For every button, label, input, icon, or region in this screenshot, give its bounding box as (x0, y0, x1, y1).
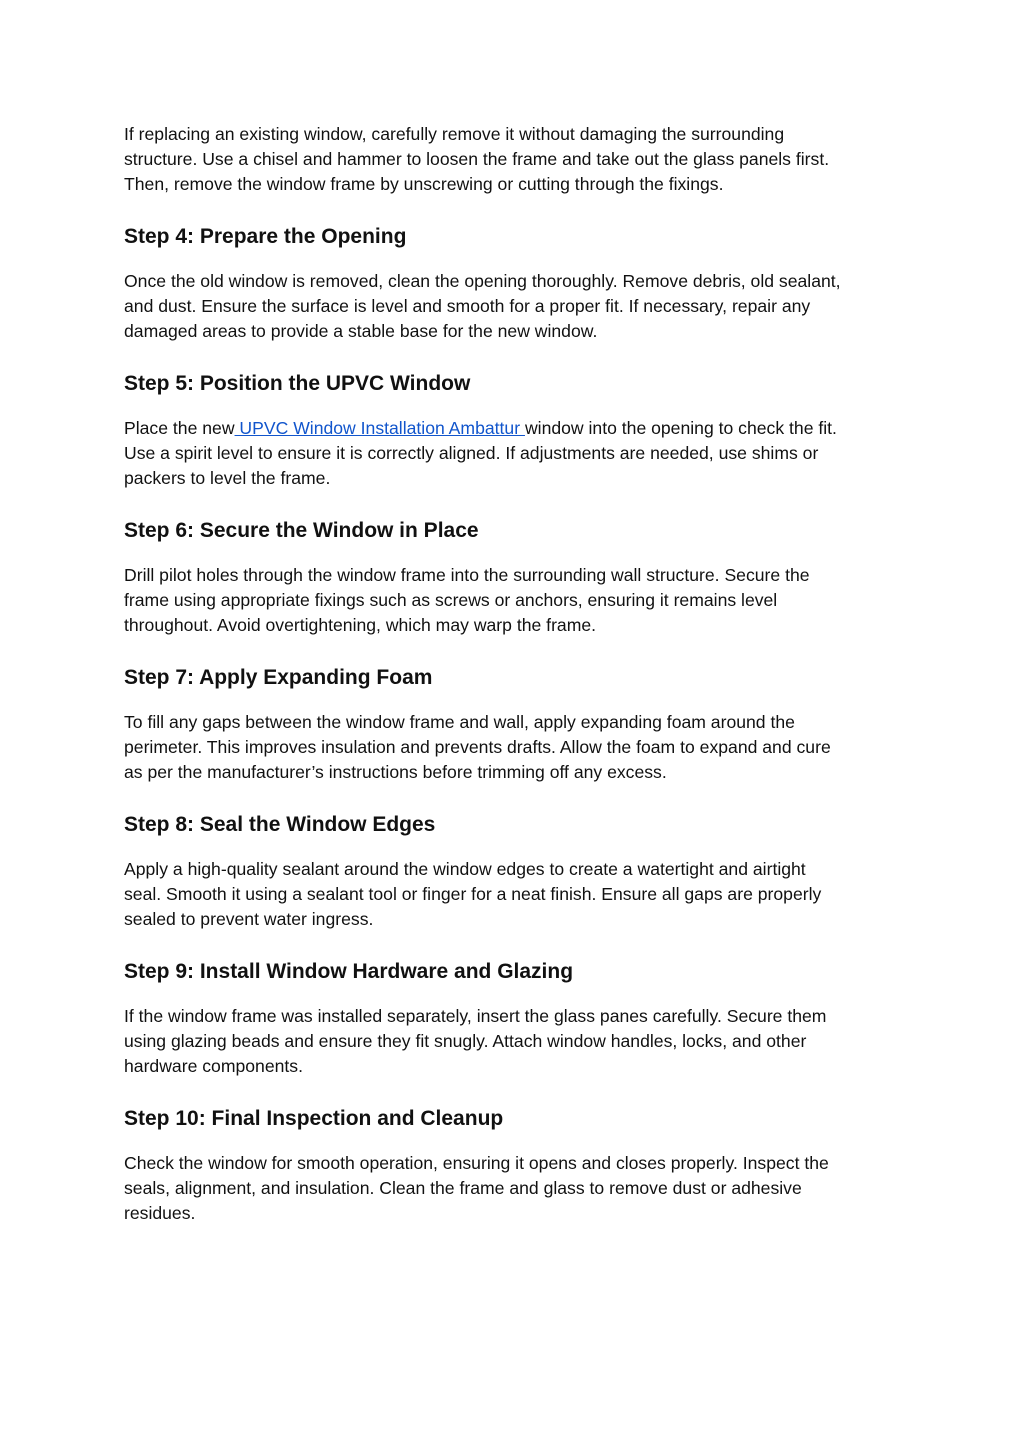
paragraph-line: and dust. Ensure the surface is level and smooth for a proper fit. If necessary, repair any (124, 296, 811, 316)
paragraph-line (124, 416, 914, 441)
link-trail-text: window into the opening to check the fit. (524, 418, 837, 438)
paragraph-line: To fill any gaps between the window frame and wall, apply expanding foam around the (124, 712, 795, 732)
section-paragraph (124, 710, 914, 785)
section-paragraph (124, 1151, 914, 1226)
paragraph-line: Apply a high-quality sealant around the window edges to create a watertight and airtight (124, 859, 806, 879)
paragraph-line: sealed to prevent water ingress. (124, 909, 374, 929)
paragraph-line: perimeter. This improves insulation and prevents drafts. Allow the foam to expand and cure (124, 737, 831, 757)
paragraph-line: residues. (124, 1203, 196, 1223)
section-heading: Step 9: Install Window Hardware and Glazing (124, 960, 574, 983)
paragraph-line: Check the window for smooth operation, ensuring it opens and closes properly. Inspect the (124, 1153, 829, 1173)
paragraph-line: seals, alignment, and insulation. Clean the frame and glass to remove dust or adhesive (124, 1178, 802, 1198)
intro-paragraph (124, 122, 914, 197)
paragraph-line: frame using appropriate fixings such as screws or anchors, ensuring it remains level (124, 590, 778, 610)
section-heading: Step 5: Position the UPVC Window (124, 372, 471, 395)
upvc-installation-link[interactable]: UPVC Window Installation Ambattur (234, 418, 525, 438)
section-paragraph (124, 1004, 914, 1079)
document-page (124, 122, 914, 1252)
paragraph-line: using glazing beads and ensure they fit snugly. Attach window handles, locks, and other (124, 1031, 807, 1051)
paragraph-line: as per the manufacturer’s instructions before trimming off any excess. (124, 762, 667, 782)
paragraph-line: structure. Use a chisel and hammer to loosen the frame and take out the glass panels first. (124, 149, 830, 169)
section-heading: Step 4: Prepare the Opening (124, 225, 407, 248)
paragraph-line: Drill pilot holes through the window frame into the surrounding wall structure. Secure the (124, 565, 810, 585)
paragraph-line: seal. Smooth it using a sealant tool or finger for a neat finish. Ensure all gaps are properly (124, 884, 822, 904)
paragraph-line: If replacing an existing window, carefully remove it without damaging the surrounding (124, 124, 785, 144)
section-heading: Step 10: Final Inspection and Cleanup (124, 1107, 504, 1130)
section-heading: Step 6: Secure the Window in Place (124, 519, 479, 542)
paragraph-line: throughout. Avoid overtightening, which may warp the frame. (124, 615, 597, 635)
section-paragraph (124, 416, 914, 491)
link-lead-text: Place the new (124, 418, 235, 438)
section-heading: Step 8: Seal the Window Edges (124, 813, 436, 836)
paragraph-line: hardware components. (124, 1056, 303, 1076)
section-heading: Step 7: Apply Expanding Foam (124, 666, 433, 689)
section-paragraph (124, 563, 914, 638)
paragraph-line: If the window frame was installed separately, insert the glass panes carefully. Secure them (124, 1006, 827, 1026)
paragraph-line: Use a spirit level to ensure it is correctly aligned. If adjustments are needed, use shims or (124, 443, 819, 463)
paragraph-line: Then, remove the window frame by unscrewing or cutting through the fixings. (124, 174, 724, 194)
section-paragraph (124, 857, 914, 932)
paragraph-line: damaged areas to provide a stable base for the new window. (124, 321, 598, 341)
paragraph-line: Once the old window is removed, clean the opening thoroughly. Remove debris, old sealant, (124, 271, 841, 291)
section-paragraph (124, 269, 914, 344)
paragraph-line: packers to level the frame. (124, 468, 331, 488)
